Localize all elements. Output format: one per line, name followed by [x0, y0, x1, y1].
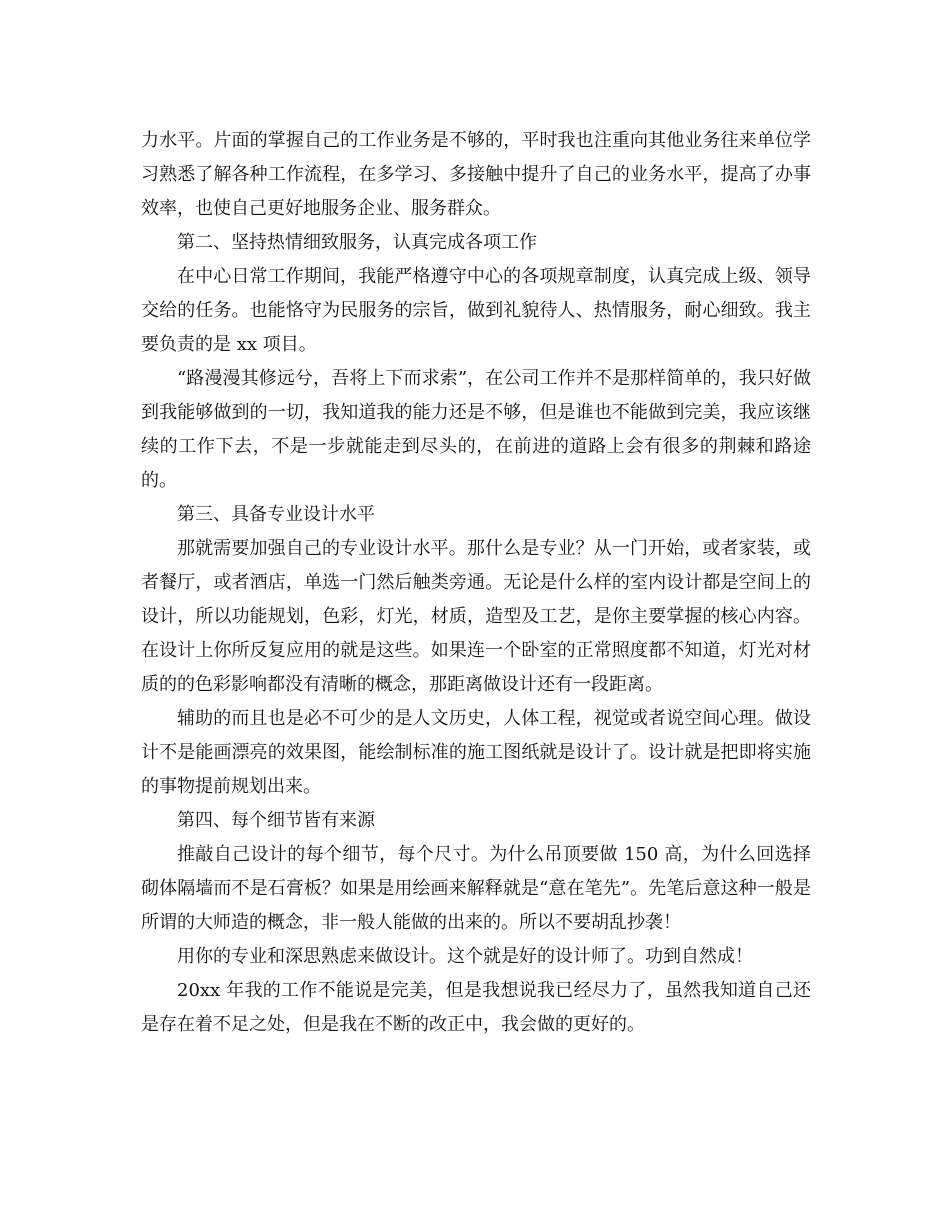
paragraph: 20xx 年我的工作不能说是完美，但是我想说我已经尽力了，虽然我知道自己还是存在着不足之处，但是我在不断的改正中，我会做的更好的。: [141, 980, 811, 1035]
document-body: [141, 124, 811, 1042]
paragraph: 在中心日常工作期间，我能严格遵守中心的各项规章制度，认真完成上级、领导交给的任务。也能恪守为民服务的宗旨，做到礼貌待人、热情服务，耐心细致。我主要负责的是 xx 项目。: [141, 266, 811, 355]
section-heading: 第三、具备专业设计水平: [177, 504, 375, 525]
paragraph: “路漫漫其修远兮，吾将上下而求索”，在公司工作并不是那样简单的，我只好做到我能够做到的一切，我知道我的能力还是不够，但是谁也不能做到完美，我应该继续的工作下去，不是一步就能走到尽头的，在前进的道路上会有很多的荆棘和路途的。: [141, 368, 811, 491]
paragraph: 推敲自己设计的每个细节，每个尺寸。为什么吊顶要做 150 高，为什么回选择砌体隔墙而不是石膏板？如果是用绘画来解释就是“意在笔先”。先笔后意这种一般是所谓的大师造的概念，非一般人能做的出来的。所以不要胡乱抄袭！: [141, 844, 811, 933]
paragraph: 辅助的而且也是必不可少的是人文历史，人体工程，视觉或者说空间心理。做设计不是能画漂亮的效果图，能绘制标准的施工图纸就是设计了。设计就是把即将实施的事物提前规划出来。: [141, 708, 811, 797]
section-heading: 第四、每个细节皆有来源: [177, 810, 375, 831]
paragraph: 那就需要加强自己的专业设计水平。那什么是专业？从一门开始，或者家装，或者餐厅，或者酒店，单选一门然后触类旁通。无论是什么样的室内设计都是空间上的设计，所以功能规划，色彩，灯光，材质，造型及工艺，是你主要掌握的核心内容。在设计上你所反复应用的就是这些。如果连一个卧室的正常照度都不知道，灯光对材质的的色彩影响都没有清晰的概念，那距离做设计还有一段距离。: [141, 538, 811, 695]
section-heading: 第二、坚持热情细致服务，认真完成各项工作: [177, 232, 537, 253]
paragraph: 用你的专业和深思熟虑来做设计。这个就是好的设计师了。功到自然成！: [177, 946, 753, 967]
paragraph: 力水平。片面的掌握自己的工作业务是不够的，平时我也注重向其他业务往来单位学习熟悉了解各种工作流程，在多学习、多接触中提升了自己的业务水平，提高了办事效率，也使自己更好地服务企业、服务群众。: [141, 130, 811, 219]
